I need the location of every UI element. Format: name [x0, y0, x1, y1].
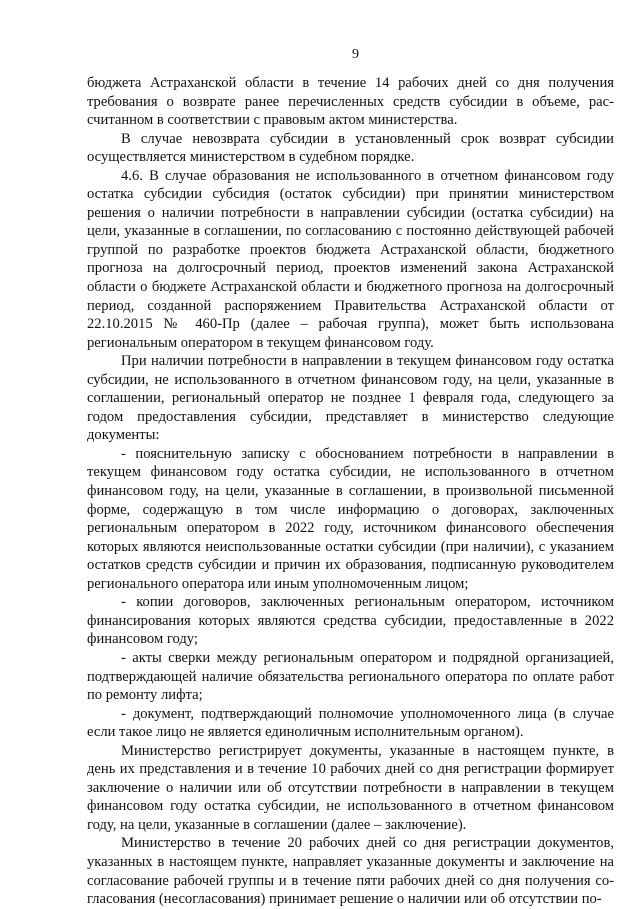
list-item-contract-copies: - копии договоров, заключенных региональным оператором, источником финансирования которых являются средства субсидии, предоставленные в 2022 финансовом году; [87, 594, 614, 648]
paragraph-continuation: бюджета Астраханской области в течение 14 рабочих дней со дня получения требования о возврате ранее перечисленных средств субсидии в объеме, рассчитанном в соответствии с правовым актом министерства. [87, 75, 614, 129]
paragraph-ministry-approval: Министерство в течение 20 рабочих дней со дня регистрации документов, указанных в настоящем пункте, направляет указанные документы и заключение на согласование рабочей группы и в течение пяти рабочих дней со дня получения согласования (несогласования) принимает решение о наличии или об отсутствии по- [87, 835, 614, 908]
list-item-authority-document: - документ, подтверждающий полномочие уполномоченного лица (в случае если такое лицо не является единоличным исполнительным органом). [87, 705, 614, 741]
paragraph-ministry-registers: Министерство регистрирует документы, указанные в настоящем пункте, в день их представления и в течение 10 рабочих дней со дня регистрации формирует заключение о наличии или об отсутствии потребности в направлении в текущем финансовом году остатка субсидии, не использованного в отчетном финансовом году, на цели, указанные в соглашении (далее – заключение). [87, 742, 614, 833]
page-number: 9 [352, 47, 359, 62]
paragraph-4-6: 4.6. В случае образования не использованного в отчетном финансовом году остатка субсидии субсидия (остаток субсидии) при принятии министерством решения о наличии потребности в направлении субсидии (остатка субсидии) на цели, указанные в соглашении, по согласованию с постоянно действующей рабочей группой по разработке проектов бюджета Астраханской области, бюджетного прогноза на долгосрочный период, проектов изменений закона Астраханской области о бюджете Астраханской области и бюджетного прогноза на долгосрочный период, созданной распоряжением Правительства Астраханской области от 22.10.2015 № 460-Пр (далее – рабочая группа), может быть использована региональным оператором в текущем финансовом году. [87, 167, 614, 351]
list-item-reconciliation-acts: - акты сверки между региональным оператором и подрядной организацией, подтверждающей наличие обязательства регионального оператора по оплате работ по ремонту лифта; [87, 649, 614, 704]
list-item-explanatory-note: - пояснительную записку с обоснованием потребности в направлении в текущем финансовом году остатка субсидии, не использованного в отчетном финансовом году, на цели, указанные в соглашении, в произвольной письменной форме, содержащую в том числе информацию о договорах, заключенных региональным оператором в 2022 году, источником финансового обеспечения которых являются неиспользованные остатки субсидии (при наличии), с указанием остатков средств субсидии и причин их образования, подписанную руководителем регионального оператора или иным уполномоченным лицом; [87, 445, 614, 592]
paragraph-nonreturn: В случае невозврата субсидии в установленный срок возврат субсидии осуществляется министерством в судебном порядке. [87, 130, 614, 166]
paragraph-need-remainder: При наличии потребности в направлении в текущем финансовом году остатка субсидии, не использованного в отчетном финансовом году, на цели, указанные в соглашении, региональный оператор не позднее 1 февраля года, следующего за годом предоставления субсидии, представляет в министерство следующие документы: [87, 353, 614, 444]
